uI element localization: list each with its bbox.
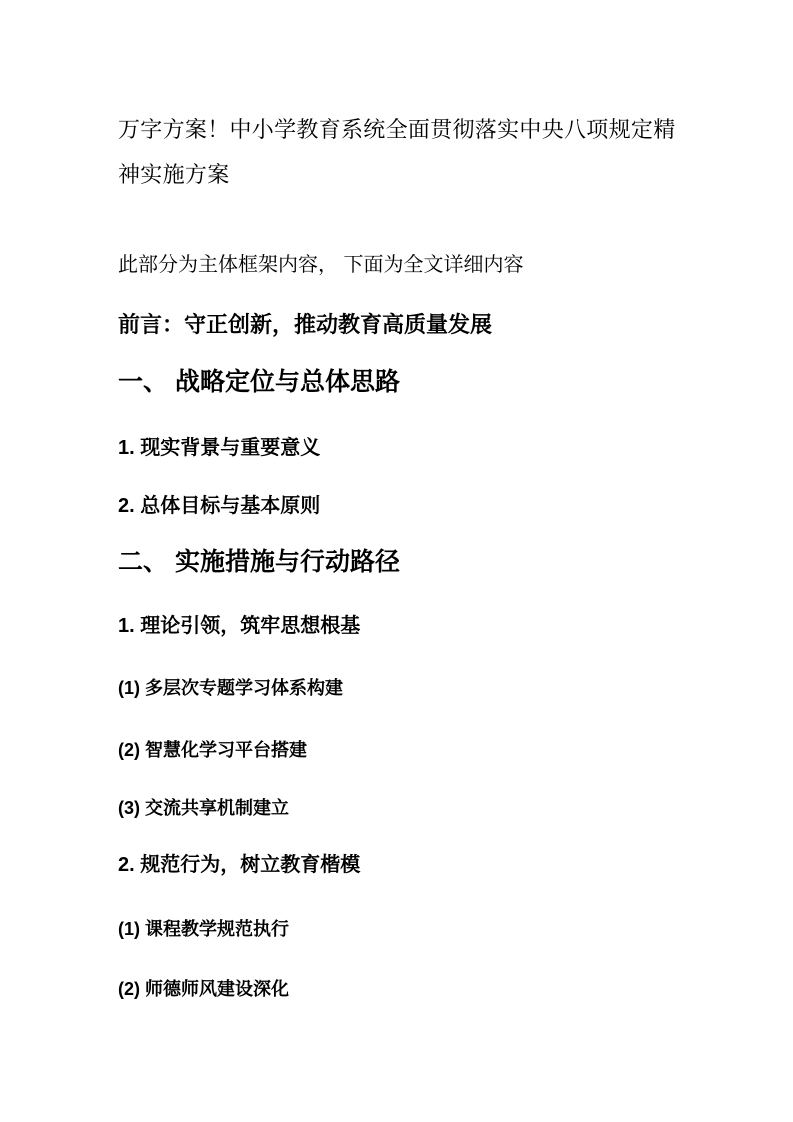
framework-note: 此部分为主体框架内容， 下面为全文详细内容	[118, 254, 524, 276]
heading-preface: 前言：守正创新，推动教育高质量发展	[118, 312, 493, 337]
heading-item-2-1-3: (3) 交流共享机制建立	[118, 798, 289, 818]
heading-chapter-2: 二、 实施措施与行动路径	[118, 548, 400, 576]
heading-item-2-2-1: (1) 课程教学规范执行	[118, 919, 289, 939]
heading-chapter-1: 一、 战略定位与总体思路	[118, 368, 400, 396]
document-title: 万字方案！中小学教育系统全面贯彻落实中央八项规定精神实施方案	[118, 117, 676, 187]
heading-section-2-2: 2. 规范行为，树立教育楷模	[118, 854, 361, 876]
heading-item-2-2-2: (2) 师德师风建设深化	[118, 979, 289, 999]
heading-section-1-1: 1. 现实背景与重要意义	[118, 437, 321, 459]
heading-item-2-1-2: (2) 智慧化学习平台搭建	[118, 740, 307, 760]
heading-section-1-2: 2. 总体目标与基本原则	[118, 495, 321, 517]
heading-section-2-1: 1. 理论引领，筑牢思想根基	[118, 615, 361, 637]
heading-item-2-1-1: (1) 多层次专题学习体系构建	[118, 678, 343, 698]
